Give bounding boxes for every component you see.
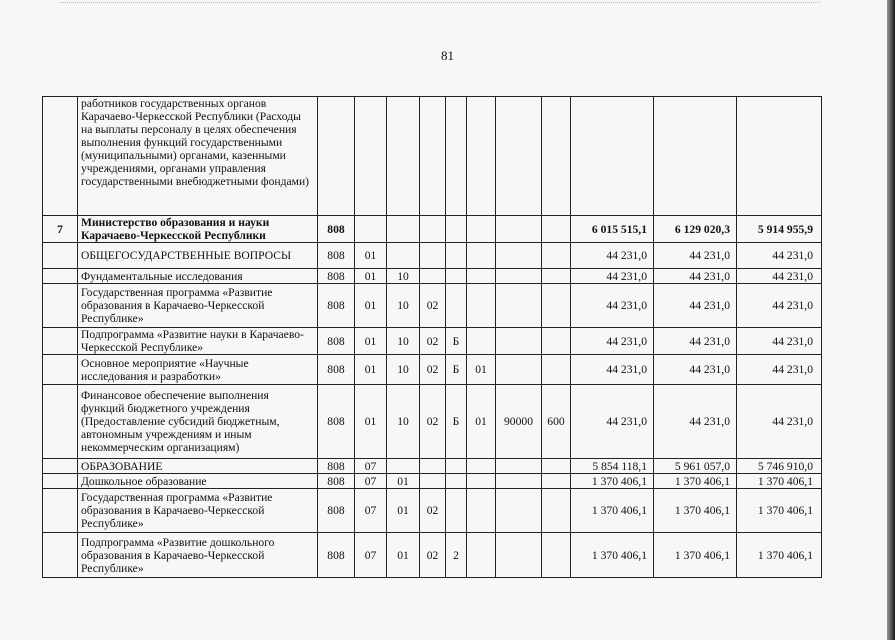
table-row bbox=[43, 243, 822, 269]
subprogram-code: Б bbox=[446, 355, 467, 385]
section-code: 01 bbox=[355, 328, 387, 355]
section-code: 07 bbox=[355, 474, 387, 489]
row-number: 7 bbox=[43, 216, 78, 243]
row-name: Подпрограмма «Развитие дошкольного образования в Карачаево-Черкесской Республике» bbox=[78, 533, 318, 578]
amount-year-3: 5 746 910,0 bbox=[737, 459, 822, 474]
event-code bbox=[467, 284, 496, 328]
expense-type-code bbox=[542, 97, 571, 216]
direction-code bbox=[496, 216, 542, 243]
amount-year-3: 44 231,0 bbox=[737, 269, 822, 284]
table-row bbox=[43, 284, 822, 328]
program-code bbox=[420, 216, 446, 243]
amount-year-1: 44 231,0 bbox=[571, 328, 654, 355]
row-name: ОБРАЗОВАНИЕ bbox=[78, 459, 318, 474]
program-code bbox=[420, 97, 446, 216]
event-code bbox=[467, 216, 496, 243]
row-number bbox=[43, 284, 78, 328]
direction-code bbox=[496, 97, 542, 216]
row-name: работников государственных органов Карачаево-Черкесской Республики (Расходы на выплаты персоналу в целях обеспечения выполнения функций государственными (муниципальными) органами, казенными учреждениями, органами управления государственными внебюджетными фондами) bbox=[78, 97, 318, 216]
table-row bbox=[43, 459, 822, 474]
row-number bbox=[43, 489, 78, 533]
row-number bbox=[43, 328, 78, 355]
expense-type-code: 600 bbox=[542, 385, 571, 459]
subsection-code bbox=[387, 97, 420, 216]
table-row bbox=[43, 533, 822, 578]
row-number bbox=[43, 533, 78, 578]
expense-type-code bbox=[542, 269, 571, 284]
amount-year-1: 44 231,0 bbox=[571, 385, 654, 459]
subprogram-code bbox=[446, 474, 467, 489]
table-row bbox=[43, 489, 822, 533]
row-number bbox=[43, 243, 78, 269]
subsection-code: 01 bbox=[387, 474, 420, 489]
dept-code: 808 bbox=[318, 355, 355, 385]
amount-year-1: 44 231,0 bbox=[571, 269, 654, 284]
subsection-code: 10 bbox=[387, 284, 420, 328]
direction-code bbox=[496, 284, 542, 328]
amount-year-2 bbox=[654, 97, 737, 216]
amount-year-1: 1 370 406,1 bbox=[571, 533, 654, 578]
amount-year-3: 5 914 955,9 bbox=[737, 216, 822, 243]
section-code: 07 bbox=[355, 489, 387, 533]
expense-type-code bbox=[542, 328, 571, 355]
direction-code bbox=[496, 489, 542, 533]
subprogram-code bbox=[446, 459, 467, 474]
amount-year-3: 1 370 406,1 bbox=[737, 533, 822, 578]
subprogram-code bbox=[446, 216, 467, 243]
expense-type-code bbox=[542, 489, 571, 533]
amount-year-1 bbox=[571, 97, 654, 216]
subsection-code: 10 bbox=[387, 385, 420, 459]
amount-year-2: 1 370 406,1 bbox=[654, 474, 737, 489]
row-name: Финансовое обеспечение выполнения функций бюджетного учреждения (Предоставление субсидий бюджетным, автономным учреждениям и иным некоммерческим организациям) bbox=[78, 385, 318, 459]
subprogram-code bbox=[446, 284, 467, 328]
program-code bbox=[420, 459, 446, 474]
amount-year-2: 44 231,0 bbox=[654, 284, 737, 328]
expense-type-code bbox=[542, 243, 571, 269]
direction-code bbox=[496, 533, 542, 578]
row-name: Подпрограмма «Развитие науки в Карачаево-Черкесской Республике» bbox=[78, 328, 318, 355]
page-number: 81 bbox=[441, 48, 454, 63]
table-row bbox=[43, 328, 822, 355]
program-code bbox=[420, 474, 446, 489]
event-code bbox=[467, 489, 496, 533]
program-code: 02 bbox=[420, 284, 446, 328]
section-code: 01 bbox=[355, 284, 387, 328]
subsection-code bbox=[387, 243, 420, 269]
subsection-code: 01 bbox=[387, 533, 420, 578]
amount-year-1: 44 231,0 bbox=[571, 243, 654, 269]
amount-year-3: 44 231,0 bbox=[737, 328, 822, 355]
amount-year-1: 5 854 118,1 bbox=[571, 459, 654, 474]
event-code bbox=[467, 328, 496, 355]
budget-table bbox=[42, 96, 822, 578]
section-code: 07 bbox=[355, 459, 387, 474]
section-code: 01 bbox=[355, 355, 387, 385]
section-code: 01 bbox=[355, 269, 387, 284]
row-name: Министерство образования и науки Карачаево-Черкесской Республики bbox=[78, 216, 318, 243]
amount-year-2: 44 231,0 bbox=[654, 269, 737, 284]
subsection-code: 01 bbox=[387, 489, 420, 533]
row-number bbox=[43, 474, 78, 489]
expense-type-code bbox=[542, 355, 571, 385]
event-code bbox=[467, 474, 496, 489]
row-number bbox=[43, 385, 78, 459]
direction-code bbox=[496, 243, 542, 269]
event-code bbox=[467, 533, 496, 578]
dept-code: 808 bbox=[318, 328, 355, 355]
section-code bbox=[355, 216, 387, 243]
expense-type-code bbox=[542, 474, 571, 489]
subprogram-code: 2 bbox=[446, 533, 467, 578]
amount-year-3: 1 370 406,1 bbox=[737, 474, 822, 489]
table-row bbox=[43, 269, 822, 284]
amount-year-1: 44 231,0 bbox=[571, 284, 654, 328]
direction-code bbox=[496, 328, 542, 355]
table-row bbox=[43, 355, 822, 385]
row-name: Фундаментальные исследования bbox=[78, 269, 318, 284]
expense-type-code bbox=[542, 284, 571, 328]
direction-code: 90000 bbox=[496, 385, 542, 459]
dept-code bbox=[318, 97, 355, 216]
amount-year-2: 44 231,0 bbox=[654, 243, 737, 269]
amount-year-2: 1 370 406,1 bbox=[654, 533, 737, 578]
amount-year-1: 6 015 515,1 bbox=[571, 216, 654, 243]
event-code: 01 bbox=[467, 355, 496, 385]
subprogram-code: Б bbox=[446, 385, 467, 459]
program-code: 02 bbox=[420, 533, 446, 578]
scan-artifact bbox=[60, 2, 820, 4]
subsection-code: 10 bbox=[387, 355, 420, 385]
amount-year-3: 1 370 406,1 bbox=[737, 489, 822, 533]
direction-code bbox=[496, 355, 542, 385]
row-number bbox=[43, 459, 78, 474]
amount-year-3: 44 231,0 bbox=[737, 243, 822, 269]
direction-code bbox=[496, 474, 542, 489]
dept-code: 808 bbox=[318, 385, 355, 459]
table-row bbox=[43, 385, 822, 459]
dept-code: 808 bbox=[318, 284, 355, 328]
table-row bbox=[43, 97, 822, 216]
program-code bbox=[420, 243, 446, 269]
event-code bbox=[467, 243, 496, 269]
dept-code: 808 bbox=[318, 243, 355, 269]
subprogram-code bbox=[446, 269, 467, 284]
scan-edge-shadow bbox=[887, 0, 895, 640]
row-number bbox=[43, 269, 78, 284]
table-row bbox=[43, 474, 822, 489]
program-code: 02 bbox=[420, 328, 446, 355]
amount-year-3 bbox=[737, 97, 822, 216]
subsection-code bbox=[387, 459, 420, 474]
amount-year-1: 1 370 406,1 bbox=[571, 474, 654, 489]
amount-year-1: 44 231,0 bbox=[571, 355, 654, 385]
amount-year-3: 44 231,0 bbox=[737, 385, 822, 459]
expense-type-code bbox=[542, 459, 571, 474]
program-code: 02 bbox=[420, 489, 446, 533]
table-row bbox=[43, 216, 822, 243]
amount-year-2: 44 231,0 bbox=[654, 385, 737, 459]
row-name: Основное мероприятие «Научные исследования и разработки» bbox=[78, 355, 318, 385]
section-code bbox=[355, 97, 387, 216]
amount-year-2: 44 231,0 bbox=[654, 328, 737, 355]
subprogram-code bbox=[446, 243, 467, 269]
program-code: 02 bbox=[420, 385, 446, 459]
subsection-code: 10 bbox=[387, 269, 420, 284]
amount-year-2: 5 961 057,0 bbox=[654, 459, 737, 474]
subsection-code: 10 bbox=[387, 328, 420, 355]
subprogram-code: Б bbox=[446, 328, 467, 355]
row-name: Дошкольное образование bbox=[78, 474, 318, 489]
event-code bbox=[467, 459, 496, 474]
direction-code bbox=[496, 269, 542, 284]
dept-code: 808 bbox=[318, 269, 355, 284]
dept-code: 808 bbox=[318, 533, 355, 578]
row-number bbox=[43, 355, 78, 385]
dept-code: 808 bbox=[318, 459, 355, 474]
expense-type-code bbox=[542, 216, 571, 243]
program-code: 02 bbox=[420, 355, 446, 385]
subsection-code bbox=[387, 216, 420, 243]
direction-code bbox=[496, 459, 542, 474]
dept-code: 808 bbox=[318, 474, 355, 489]
event-code bbox=[467, 269, 496, 284]
row-name: ОБЩЕГОСУДАРСТВЕННЫЕ ВОПРОСЫ bbox=[78, 243, 318, 269]
row-name: Государственная программа «Развитие образования в Карачаево-Черкесской Республике» bbox=[78, 489, 318, 533]
amount-year-2: 6 129 020,3 bbox=[654, 216, 737, 243]
amount-year-1: 1 370 406,1 bbox=[571, 489, 654, 533]
dept-code: 808 bbox=[318, 216, 355, 243]
amount-year-2: 1 370 406,1 bbox=[654, 489, 737, 533]
amount-year-3: 44 231,0 bbox=[737, 355, 822, 385]
subprogram-code bbox=[446, 97, 467, 216]
section-code: 01 bbox=[355, 385, 387, 459]
row-number bbox=[43, 97, 78, 216]
event-code: 01 bbox=[467, 385, 496, 459]
amount-year-3: 44 231,0 bbox=[737, 284, 822, 328]
section-code: 01 bbox=[355, 243, 387, 269]
event-code bbox=[467, 97, 496, 216]
program-code bbox=[420, 269, 446, 284]
amount-year-2: 44 231,0 bbox=[654, 355, 737, 385]
expense-type-code bbox=[542, 533, 571, 578]
section-code: 07 bbox=[355, 533, 387, 578]
subprogram-code bbox=[446, 489, 467, 533]
dept-code: 808 bbox=[318, 489, 355, 533]
row-name: Государственная программа «Развитие образования в Карачаево-Черкесской Республике» bbox=[78, 284, 318, 328]
